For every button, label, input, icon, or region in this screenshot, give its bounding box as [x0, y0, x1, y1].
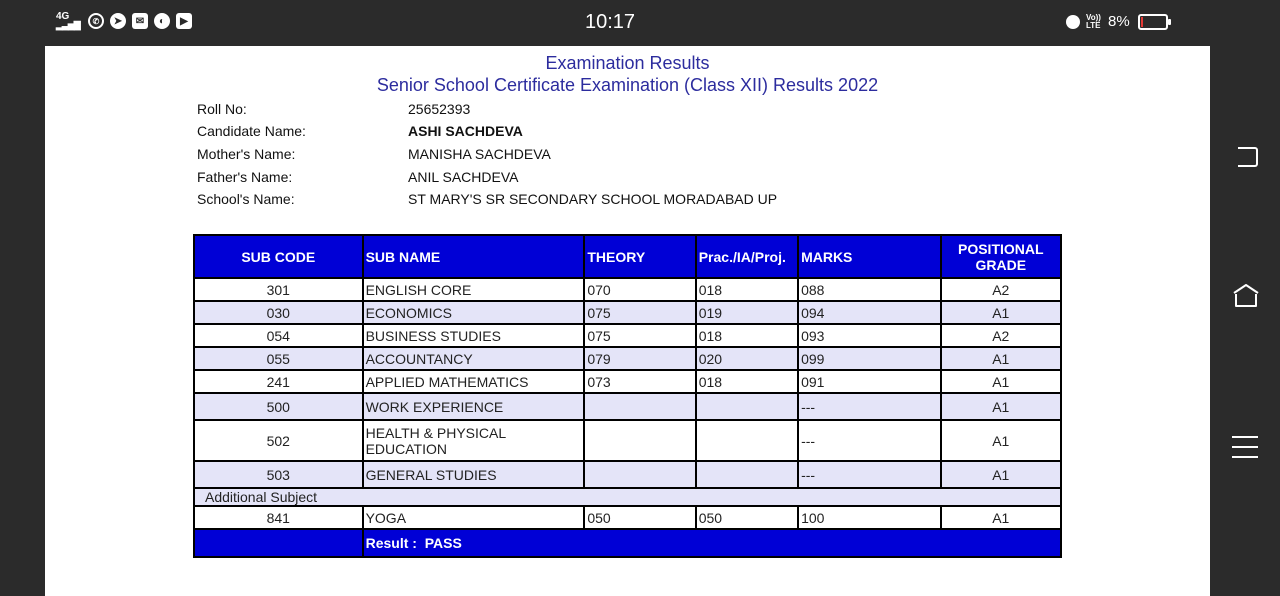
candidate-name-value: ASHI SACHDEVA [408, 123, 523, 139]
grade-cell: A1 [941, 370, 1061, 393]
marks-cell: --- [798, 420, 940, 461]
table-row [194, 420, 1061, 461]
practical-cell: 019 [696, 301, 798, 324]
sub-code-cell: 054 [194, 324, 363, 347]
header-marks: MARKS [798, 235, 940, 278]
theory-cell: 073 [584, 370, 695, 393]
mother-name-value: MANISHA SACHDEVA [408, 146, 551, 162]
status-icons-right [1066, 13, 1168, 30]
practical-cell [696, 420, 798, 461]
sub-name-cell: APPLIED MATHEMATICS [363, 370, 585, 393]
grade-cell: A1 [941, 506, 1061, 529]
theory-cell: 079 [584, 347, 695, 370]
table-row [194, 278, 1061, 301]
battery-level [1141, 17, 1143, 27]
school-name-value: ST MARY'S SR SECONDARY SCHOOL MORADABAD UP [408, 191, 778, 207]
marks-cell: --- [798, 393, 940, 420]
grade-cell: A1 [941, 393, 1061, 420]
header-sub-name: SUB NAME [363, 235, 585, 278]
sub-code-cell: 030 [194, 301, 363, 324]
marks-cell: 099 [798, 347, 940, 370]
result-row [194, 529, 1061, 557]
result-value: PASS [424, 535, 462, 551]
table-row [194, 461, 1061, 488]
practical-cell [696, 461, 798, 488]
results-page [45, 46, 1210, 596]
status-bar [0, 0, 1280, 46]
alarm-icon [1066, 15, 1080, 29]
practical-cell: 050 [696, 506, 798, 529]
practical-cell: 020 [696, 347, 798, 370]
grade-cell: A2 [941, 324, 1061, 347]
header-sub-code: SUB CODE [194, 235, 363, 278]
sub-code-cell: 503 [194, 461, 363, 488]
youtube-icon: ▶ [176, 13, 192, 29]
table-row [194, 324, 1061, 347]
theory-cell: 070 [584, 278, 695, 301]
app-icon: ◐ [154, 13, 170, 29]
theory-cell [584, 393, 695, 420]
marks-cell: 091 [798, 370, 940, 393]
sub-name-cell: ACCOUNTANCY [363, 347, 585, 370]
theory-cell [584, 461, 695, 488]
sub-code-cell: 500 [194, 393, 363, 420]
home-icon[interactable] [1232, 282, 1260, 310]
sub-code-cell: 502 [194, 420, 363, 461]
additional-subject-label: Additional Subject [194, 488, 1061, 506]
sub-name-cell: BUSINESS STUDIES [363, 324, 585, 347]
volte-indicator: Vo)) LTE [1086, 12, 1101, 30]
theory-cell [584, 420, 695, 461]
sub-name-cell: GENERAL STUDIES [363, 461, 585, 488]
clock: 10:17 [585, 11, 636, 33]
sub-name-cell: ECONOMICS [363, 301, 585, 324]
sub-code-cell: 241 [194, 370, 363, 393]
marks-cell: --- [798, 461, 940, 488]
battery-icon [1138, 14, 1168, 30]
result-label: Result : [365, 535, 417, 551]
practical-cell [696, 393, 798, 420]
sub-name-cell: YOGA [363, 506, 585, 529]
result-cell [363, 529, 1061, 557]
mail-icon: ✉ [132, 13, 148, 29]
back-icon[interactable] [1232, 145, 1260, 165]
grade-cell: A2 [941, 278, 1061, 301]
sub-name-cell: HEALTH & PHYSICAL EDUCATION [363, 420, 585, 461]
header-practical: Prac./IA/Proj. [696, 235, 798, 278]
table-row [194, 370, 1061, 393]
grade-cell: A1 [941, 420, 1061, 461]
result-spacer [194, 529, 363, 557]
practical-cell: 018 [696, 324, 798, 347]
roll-label: Roll No: [197, 101, 247, 117]
school-name-label: School's Name: [197, 191, 295, 207]
table-row [194, 393, 1061, 420]
telegram-icon: ➤ [110, 13, 126, 29]
table-row [194, 347, 1061, 370]
sub-name-cell: WORK EXPERIENCE [363, 393, 585, 420]
theory-cell: 050 [584, 506, 695, 529]
header-theory: THEORY [584, 235, 695, 278]
practical-cell: 018 [696, 278, 798, 301]
page-title: Examination Results [545, 53, 710, 73]
practical-cell: 018 [696, 370, 798, 393]
sub-code-cell: 841 [194, 506, 363, 529]
table-row [194, 506, 1061, 529]
marks-cell: 100 [798, 506, 940, 529]
roll-value: 25652393 [408, 101, 471, 117]
mother-name-label: Mother's Name: [197, 146, 296, 162]
father-name-label: Father's Name: [197, 169, 293, 185]
marks-cell: 088 [798, 278, 940, 301]
network-indicator: 4G ▂▃▅▇ [56, 11, 80, 30]
grade-cell: A1 [941, 301, 1061, 324]
navigation-bar [1210, 0, 1280, 596]
header-positional-grade: POSITIONAL GRADE [941, 235, 1061, 278]
sub-name-cell: ENGLISH CORE [363, 278, 585, 301]
network-type: 4G [56, 11, 70, 22]
candidate-name-label: Candidate Name: [197, 123, 306, 139]
whatsapp-icon: ✆ [88, 13, 104, 29]
grade-cell: A1 [941, 347, 1061, 370]
grade-cell: A1 [941, 461, 1061, 488]
theory-cell: 075 [584, 301, 695, 324]
theory-cell: 075 [584, 324, 695, 347]
father-name-value: ANIL SACHDEVA [408, 169, 519, 185]
results-table [193, 234, 1062, 558]
sub-code-cell: 301 [194, 278, 363, 301]
status-icons-left [56, 12, 192, 30]
marks-cell: 094 [798, 301, 940, 324]
table-header-row [194, 235, 1061, 278]
sub-code-cell: 055 [194, 347, 363, 370]
menu-icon[interactable] [1232, 436, 1260, 460]
additional-subject-row [194, 488, 1061, 506]
battery-percent: 8% [1108, 13, 1130, 30]
marks-cell: 093 [798, 324, 940, 347]
page-subtitle: Senior School Certificate Examination (Class XII) Results 2022 [376, 75, 879, 95]
table-row [194, 301, 1061, 324]
